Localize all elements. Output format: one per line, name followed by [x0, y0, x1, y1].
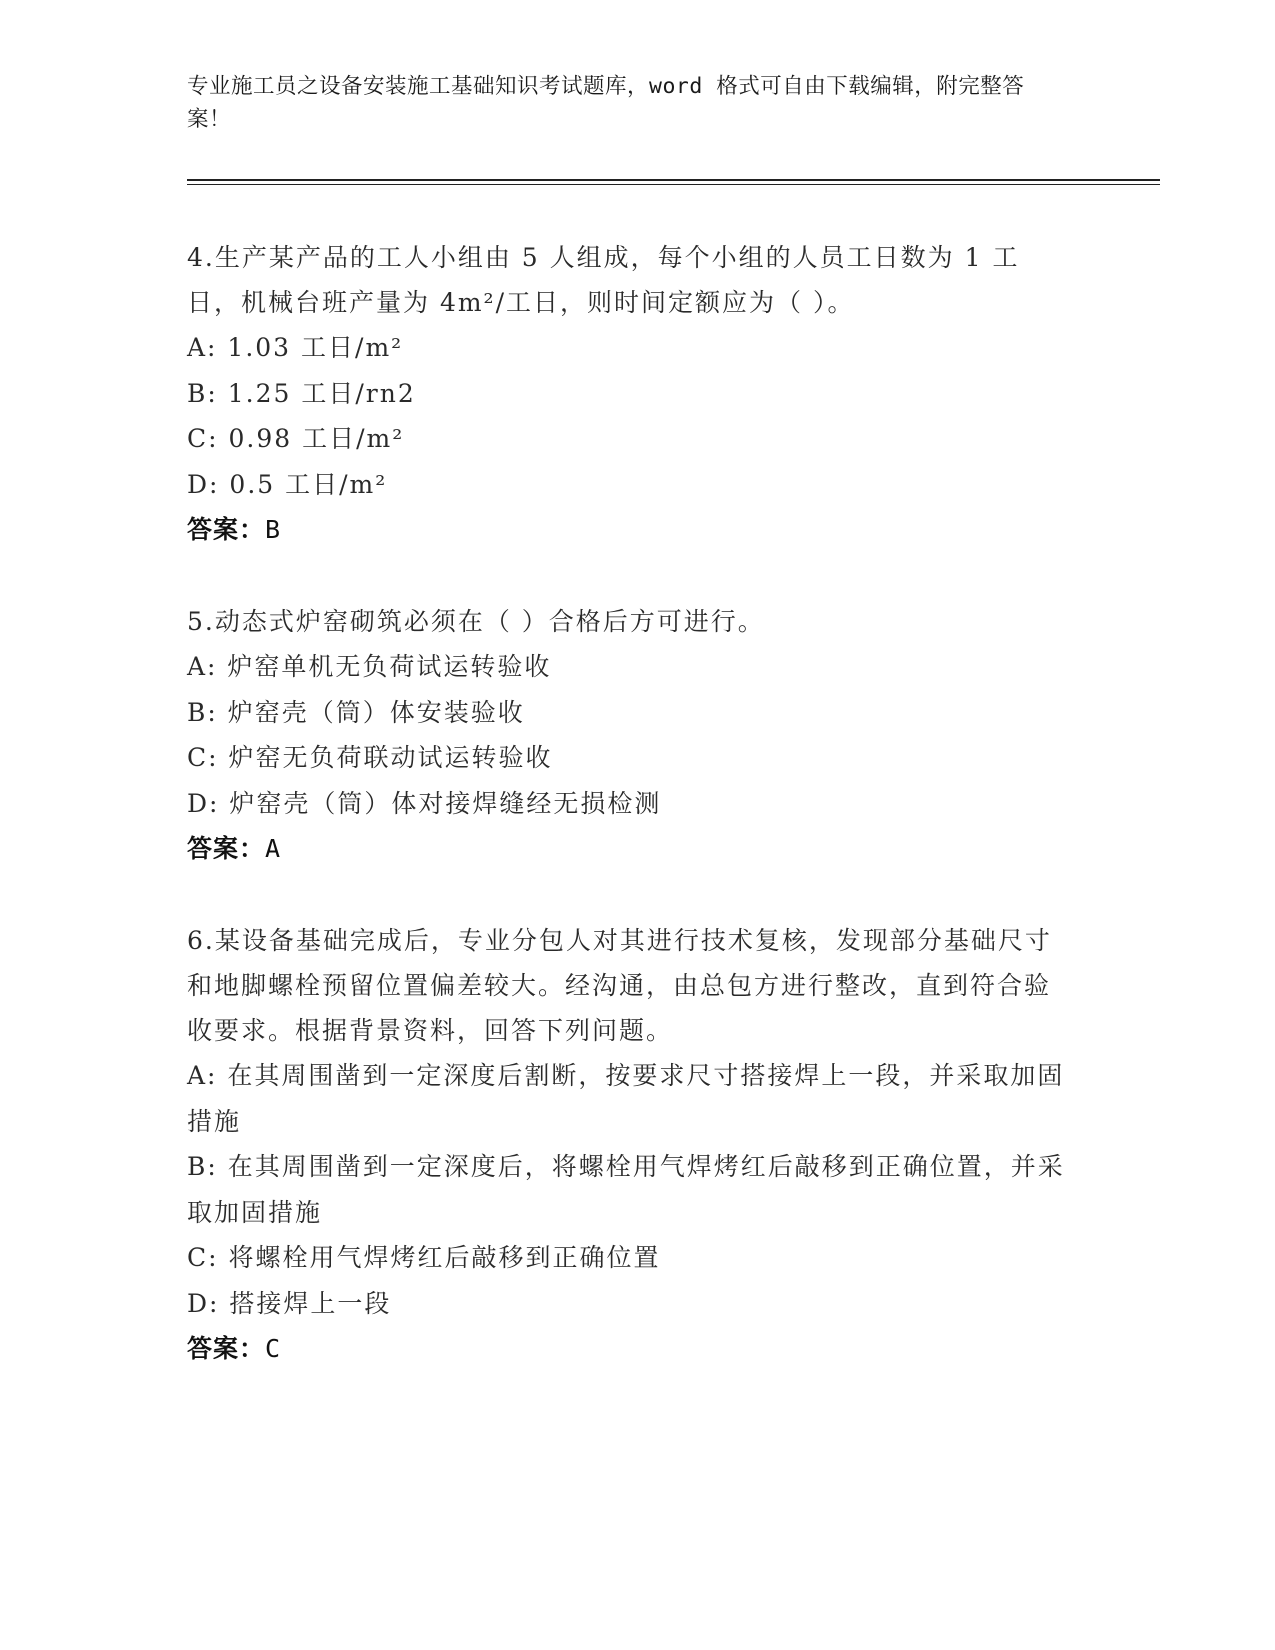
option-b: B: 炉窑壳（筒）体安装验收: [187, 697, 525, 727]
document-header: 专业施工员之设备安装施工基础知识考试题库，word 格式可自由下载编辑，附完整答案！: [187, 74, 1025, 132]
option-d: D: 搭接焊上一段: [187, 1288, 392, 1318]
option-c: C: 0.98 工日/m²: [187, 424, 405, 453]
answer-value: B: [265, 515, 282, 544]
option-b: B: 1.25 工日/rn2: [187, 378, 416, 408]
answer-value: A: [265, 834, 282, 863]
question-5: [187, 599, 1067, 872]
option-a: A: 炉窑单机无负荷试运转验收: [187, 652, 552, 681]
answer-line: [187, 507, 1067, 553]
question-stem: 5.动态式炉窑砌筑必须在（ ）合格后方可进行。: [187, 607, 765, 636]
header-rule-thick: [187, 179, 1160, 181]
answer-line: [187, 1326, 1067, 1372]
answer-line: [187, 826, 1067, 872]
option-c: C: 将螺栓用气焊烤红后敲移到正确位置: [187, 1243, 661, 1272]
option-a: A: 在其周围凿到一定深度后割断，按要求尺寸搭接焊上一段，并采取加固措施: [187, 1061, 1065, 1136]
answer-label: 答案：: [187, 515, 266, 544]
option-d: D: 0.5 工日/m²: [187, 469, 388, 499]
answer-label: 答案：: [187, 1334, 266, 1363]
answer-value: C: [265, 1334, 282, 1363]
option-a: A: 1.03 工日/m²: [187, 333, 404, 362]
header-rule-thin: [187, 184, 1160, 185]
answer-label: 答案：: [187, 834, 266, 863]
question-stem: 4.生产某产品的工人小组由 5 人组成，每个小组的人员工日数为 1 工日，机械台班产量为 4m²/工日，则时间定额应为（ ）。: [187, 243, 1020, 317]
question-stem: 6.某设备基础完成后，专业分包人对其进行技术复核，发现部分基础尺寸和地脚螺栓预留位置偏差较大。经沟通，由总包方进行整改，直到符合验收要求。根据背景资料，回答下列问题。: [187, 926, 1052, 1045]
option-d: D: 炉窑壳（筒）体对接焊缝经无损检测: [187, 788, 662, 818]
question-4: [187, 235, 1067, 553]
option-c: C: 炉窑无负荷联动试运转验收: [187, 743, 553, 772]
question-6: [187, 918, 1067, 1372]
option-b: B: 在其周围凿到一定深度后，将螺栓用气焊烤红后敲移到正确位置，并采取加固措施: [187, 1152, 1065, 1227]
